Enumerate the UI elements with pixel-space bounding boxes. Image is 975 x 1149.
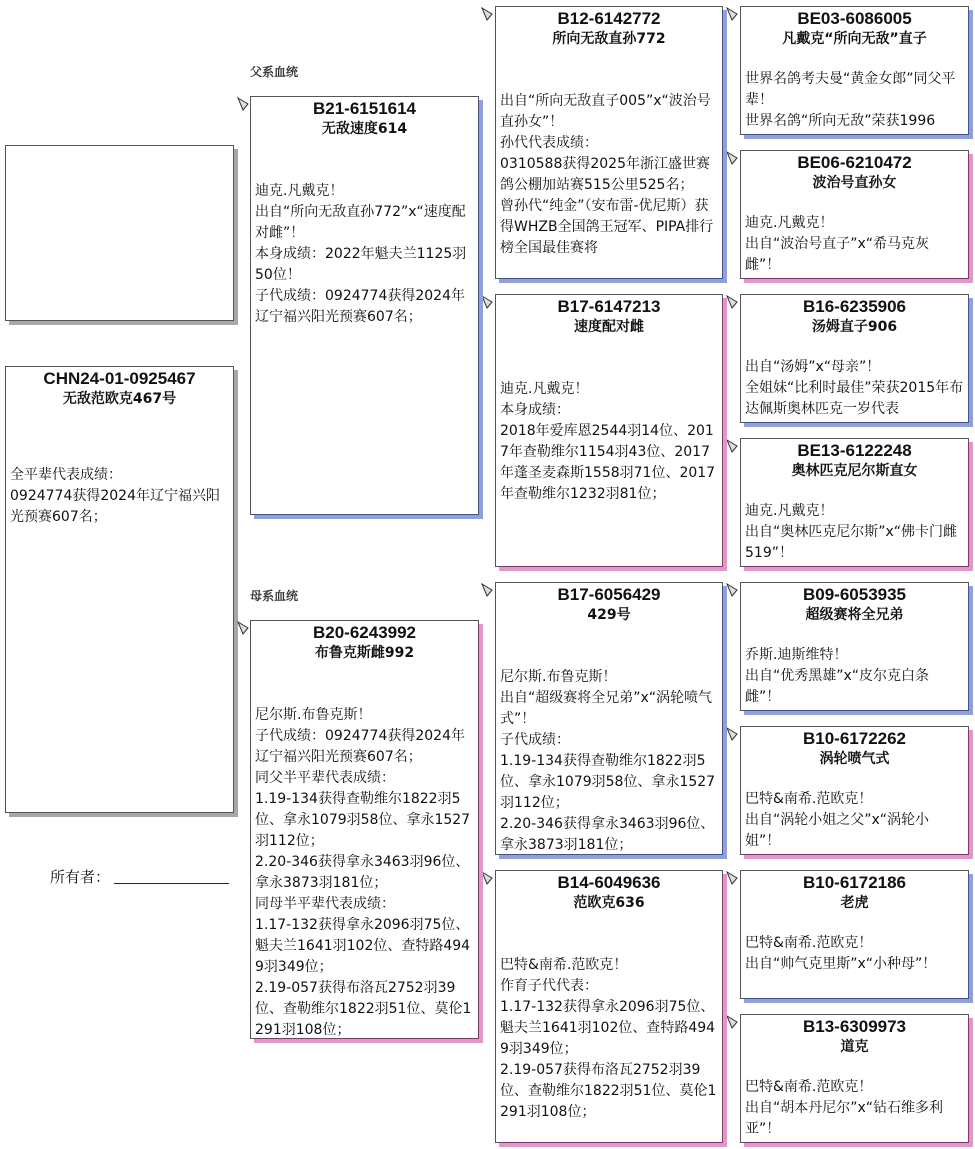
sds-ring: B16-6235906 bbox=[802, 297, 907, 316]
dam-ring: B20-6243992 bbox=[312, 623, 417, 642]
dds-name: 老虎 bbox=[840, 895, 869, 911]
dam-sire-card bbox=[495, 582, 723, 855]
flag-icon bbox=[724, 726, 740, 742]
dss-card bbox=[740, 582, 969, 711]
sds-body: 出自“汤姆”x“母亲”！ 全姐妹“比利时最佳”荣获2015年布达佩斯奥林匹克一岁代表 bbox=[745, 359, 964, 417]
ddd-card bbox=[740, 1014, 969, 1143]
flag-icon bbox=[235, 620, 251, 636]
sire-dam-card bbox=[495, 294, 723, 567]
dam-sire-name: 429号 bbox=[587, 607, 631, 623]
sire-sire-body: 出自“所向无敌直子005”x“波治号直孙女”！ 孙代代表成绩： 0310588获得2025年浙江盛世赛鸽公棚加站赛515公里525名； 曾孙代“纯金”（安布雷-优尼斯）获得WHZB全国鸽王冠军、PIPA排行榜全国最佳赛将 bbox=[500, 93, 714, 256]
subject-card bbox=[5, 366, 234, 813]
paternal-label: 父系血统 bbox=[250, 65, 299, 79]
dam-dam-ring: B14-6049636 bbox=[557, 873, 661, 892]
ssd-name: 波治号直孙女 bbox=[812, 175, 897, 191]
sire-dam-name: 速度配对雌 bbox=[574, 319, 644, 335]
photo-frame bbox=[5, 145, 234, 321]
flag-icon bbox=[479, 6, 495, 22]
ssd-body: 迪克.凡戴克！ 出自“波治号直子”x“希马克灰雌”！ bbox=[745, 215, 930, 273]
owner-label: 所有者： bbox=[50, 868, 111, 886]
dam-dam-name: 范欧克636 bbox=[573, 895, 645, 911]
sss-ring: BE03-6086005 bbox=[797, 9, 912, 28]
maternal-label: 母系血统 bbox=[250, 589, 299, 603]
owner-line[interactable] bbox=[114, 883, 229, 884]
flag-icon bbox=[479, 582, 495, 598]
dam-sire-body: 尼尔斯.布鲁克斯！ 出自“超级赛将全兄弟”x“涡轮喷气式”！ 子代成绩： 1.19-134获得查勒维尔1822羽5位、拿永1079羽58位、拿永1527羽112位； 2.20-346获得拿永3463羽96位、拿永3873羽181位； bbox=[500, 669, 716, 853]
sss-name: 凡戴克“所向无敌”直子 bbox=[782, 31, 927, 47]
sdd-body: 迪克.凡戴克！ 出自“奥林匹克尼尔斯”x“佛卡门雌519”！ bbox=[745, 503, 958, 561]
sss-body: 世界名鸽考夫曼“黄金女郎”同父平辈！ 世界名鸽“所向无敌”荣获1996 bbox=[745, 71, 956, 129]
sire-sire-name: 所向无敌直孙772 bbox=[552, 31, 666, 47]
flag-icon bbox=[724, 294, 740, 310]
sire-sire-card bbox=[495, 6, 723, 279]
ddd-ring: B13-6309973 bbox=[802, 1017, 907, 1036]
flag-icon bbox=[479, 870, 495, 886]
sss-card bbox=[740, 6, 969, 135]
sdd-name: 奥林匹克尼尔斯直女 bbox=[791, 463, 918, 479]
dsd-name: 涡轮喷气式 bbox=[819, 751, 890, 767]
sdd-card bbox=[740, 438, 969, 567]
sire-sire-ring: B12-6142772 bbox=[557, 9, 661, 28]
flag-icon bbox=[235, 96, 251, 112]
dam-name: 布鲁克斯雌992 bbox=[314, 645, 415, 661]
dss-name: 超级赛将全兄弟 bbox=[805, 607, 904, 623]
dsd-body: 巴特&南希.范欧克！ 出自“涡轮小姐之父”x“涡轮小姐”！ bbox=[745, 791, 930, 849]
dam-dam-body: 巴特&南希.范欧克！ 作育子代代表： 1.17-132获得拿永2096羽75位、魁夫兰1641羽102位、查特路4949羽349位； 2.19-057获得布洛瓦2752羽39位、查勒维尔1822羽51位、莫伦1291羽108位； bbox=[500, 957, 717, 1120]
dam-card bbox=[250, 620, 479, 1039]
sire-body: 迪克.凡戴克！ 出自“所向无敌直孙772”x“速度配对雌”！ 本身成绩：2022年魁夫兰1125羽50位！ 子代成绩：0924774获得2024年辽宁福兴阳光预赛607名； bbox=[255, 183, 467, 325]
ssd-card bbox=[740, 150, 969, 279]
flag-icon bbox=[724, 582, 740, 598]
sire-name: 无敌速度614 bbox=[321, 121, 408, 137]
flag-icon bbox=[724, 438, 740, 454]
subject-ring: CHN24-01-0925467 bbox=[43, 369, 196, 388]
dds-body: 巴特&南希.范欧克！ 出自“帅气克里斯”x“小种母”！ bbox=[745, 935, 937, 972]
sire-ring: B21-6151614 bbox=[312, 99, 417, 118]
ssd-ring: BE06-6210472 bbox=[797, 153, 912, 172]
flag-icon bbox=[724, 150, 740, 166]
sire-card bbox=[250, 96, 479, 515]
flag-icon bbox=[479, 294, 495, 310]
dsd-card bbox=[740, 726, 969, 855]
subject-name: 无敌范欧克467号 bbox=[62, 391, 177, 407]
flag-icon bbox=[724, 870, 740, 886]
dds-card bbox=[740, 870, 969, 999]
dsd-ring: B10-6172262 bbox=[802, 729, 907, 748]
sire-dam-body: 迪克.凡戴克！ 本身成绩： 2018年爱库恩2544羽14位、2017年查勒维尔1154羽43位、2017年蓬圣麦森斯1558羽71位、2017年查勒维尔1232羽81位； bbox=[500, 381, 716, 502]
flag-icon bbox=[724, 6, 740, 22]
dam-dam-card bbox=[495, 870, 723, 1143]
sdd-ring: BE13-6122248 bbox=[797, 441, 912, 460]
dam-sire-ring: B17-6056429 bbox=[557, 585, 661, 604]
flag-icon bbox=[724, 1014, 740, 1030]
dds-ring: B10-6172186 bbox=[802, 873, 907, 892]
ddd-name: 道克 bbox=[840, 1039, 869, 1055]
dss-body: 乔斯.迪斯维特！ 出自“优秀黑雄”x“皮尔克白条雌”！ bbox=[745, 647, 930, 705]
ddd-body: 巴特&南希.范欧克！ 出自“胡本丹尼尔”x“钻石维多利亚”！ bbox=[745, 1079, 944, 1137]
subject-body: 全平辈代表成绩： 0924774获得2024年辽宁福兴阳光预赛607名； bbox=[10, 467, 220, 525]
sire-dam-ring: B17-6147213 bbox=[557, 297, 661, 316]
sds-name: 汤姆直子906 bbox=[811, 319, 898, 335]
dam-body: 尼尔斯.布鲁克斯！ 子代成绩：0924774获得2024年辽宁福兴阳光预赛607名； 同父半平辈代表成绩： 1.19-134获得查勒维尔1822羽5位、拿永1079羽58位、拿永1527羽112位； 2.20-346获得拿永3463羽96位、拿永3873羽181位； 同母半平辈代表成绩： 1.17-132获得拿永2096羽75位、魁夫兰1641羽102位、查特路4949羽349位； 2.19-057获得布洛瓦2752羽39位、查勒维尔1822羽51位、莫伦1291羽108位； bbox=[255, 707, 472, 1038]
dss-ring: B09-6053935 bbox=[802, 585, 907, 604]
sds-card bbox=[740, 294, 969, 423]
